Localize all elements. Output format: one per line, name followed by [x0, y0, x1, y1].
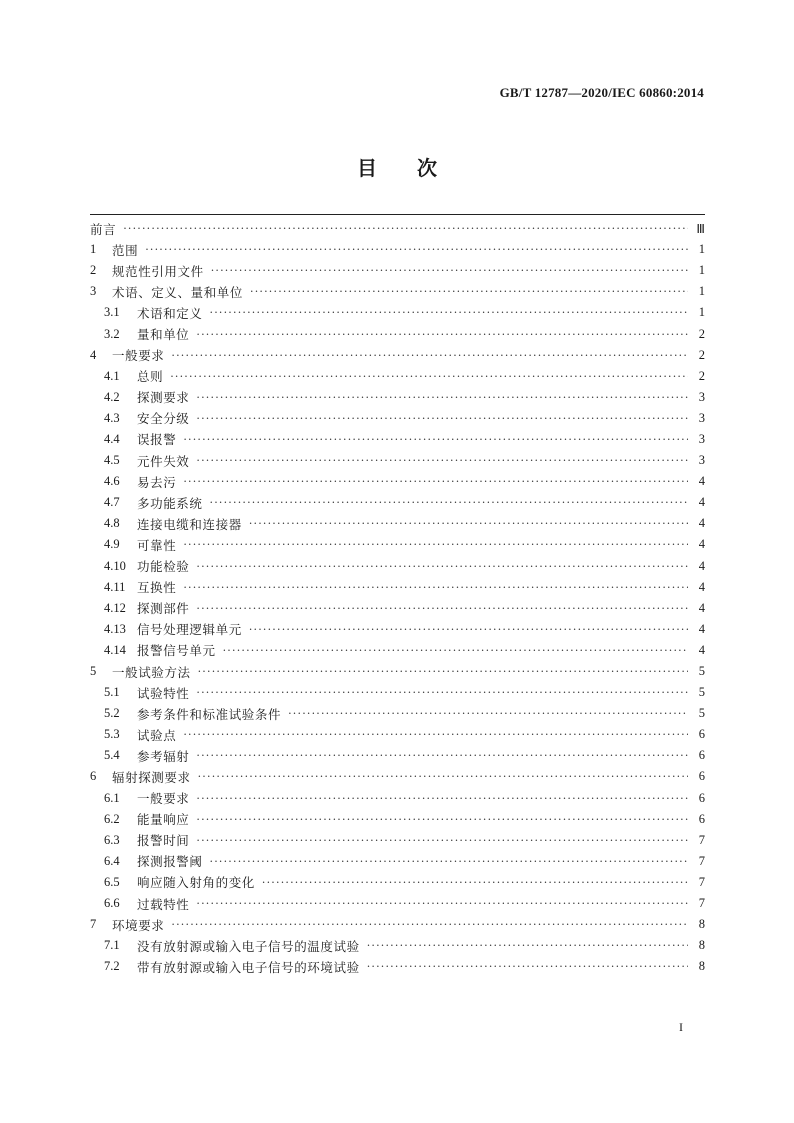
toc-entry-page: 4: [698, 558, 705, 573]
toc-entry[interactable]: [90, 956, 705, 977]
toc-entry-number: 6.4: [104, 853, 120, 868]
toc-leader-dots: [196, 560, 688, 573]
toc-entry-label: 安全分级: [137, 411, 190, 427]
toc-leader-dots: [183, 475, 688, 488]
toc-entry[interactable]: [90, 492, 705, 513]
toc-entry-page: 6: [698, 811, 705, 826]
toc-entry[interactable]: [90, 408, 705, 429]
toc-entry[interactable]: [90, 450, 705, 471]
toc-entry-label: 探测部件: [137, 601, 190, 617]
toc-entry[interactable]: [90, 661, 705, 682]
page-title: [0, 152, 794, 181]
toc-entry-page: 7: [698, 832, 705, 847]
toc-leader-dots: [223, 644, 688, 657]
toc-entry-page: 7: [698, 896, 705, 911]
toc-entry-number: 6.2: [104, 811, 120, 826]
toc-leader-dots: [183, 728, 688, 741]
toc-leader-dots: [196, 813, 688, 826]
toc-leader-dots: [196, 686, 688, 699]
toc-entry-page: 8: [698, 938, 705, 953]
toc-entry-label: 报警信号单元: [137, 643, 216, 659]
toc-entry[interactable]: [90, 513, 705, 534]
top-rule: [90, 214, 705, 215]
toc-leader-dots: [210, 855, 688, 868]
toc-entry-number: 6.5: [104, 874, 120, 889]
toc-entry-number: 4.3: [104, 410, 120, 425]
toc-entry-page: 1: [698, 242, 705, 257]
toc-entry-page: 4: [698, 600, 705, 615]
toc-entry-number: 5.4: [104, 748, 120, 763]
toc-leader-dots: [183, 538, 688, 551]
toc-entry[interactable]: [90, 703, 705, 724]
toc-entry-label: 参考条件和标准试验条件: [137, 706, 282, 722]
toc-entry-number: 6: [90, 769, 97, 784]
toc-entry-number: 4.12: [104, 600, 126, 615]
toc-entry-label: 能量响应: [137, 812, 190, 828]
toc-entry-page: 3: [698, 410, 705, 425]
toc-entry-number: 4.1: [104, 368, 120, 383]
toc-entry-page: 1: [698, 263, 705, 278]
toc-entry-number: 5.1: [104, 685, 120, 700]
toc-entry-number: 5.2: [104, 706, 120, 721]
toc-entry-page: 6: [698, 727, 705, 742]
toc-entry-number: 1: [90, 242, 97, 257]
toc-entry-label: 误报警: [137, 432, 177, 448]
toc-entry-label: 一般要求: [112, 348, 165, 364]
toc-entry[interactable]: [90, 640, 705, 661]
toc-entry-number: 7.1: [104, 938, 120, 953]
toc-entry-page: 7: [698, 853, 705, 868]
toc-entry[interactable]: [90, 851, 705, 872]
toc-entry[interactable]: [90, 745, 705, 766]
toc-entry-label: 探测要求: [137, 390, 190, 406]
toc-leader-dots: [367, 960, 688, 973]
standard-code-header: GB/T 12787—2020/IEC 60860:2014: [499, 85, 704, 100]
toc-entry[interactable]: [90, 766, 705, 787]
toc-entry-label: 试验点: [137, 727, 177, 743]
toc-entry[interactable]: [90, 239, 705, 260]
toc-entry-number: 3: [90, 284, 97, 299]
toc-leader-dots: [123, 222, 688, 235]
toc-entry-number: 7: [90, 917, 97, 932]
toc-entry-page: 4: [698, 579, 705, 594]
toc-entry-label: 可靠性: [137, 537, 177, 553]
toc-entry-page: 4: [698, 537, 705, 552]
toc-entry-page: 3: [698, 389, 705, 404]
toc-entry[interactable]: [90, 598, 705, 619]
toc-entry-label: 前言: [90, 221, 117, 237]
toc-entry-label: 范围: [112, 242, 139, 258]
toc-entry-page: Ⅲ: [696, 221, 705, 236]
toc-leader-dots: [249, 517, 688, 530]
title-char-2: 次: [417, 156, 437, 180]
toc-entry-page: 5: [698, 685, 705, 700]
toc-entry[interactable]: [90, 872, 705, 893]
toc-entry-number: 6.3: [104, 832, 120, 847]
toc-entry-page: 4: [698, 495, 705, 510]
page-number: I: [679, 1020, 683, 1034]
toc-entry-number: 2: [90, 263, 97, 278]
toc-entry-page: 5: [698, 664, 705, 679]
toc-leader-dots: [210, 496, 688, 509]
toc-entry-label: 连接电缆和连接器: [137, 516, 242, 532]
toc-entry-label: 多功能系统: [137, 495, 203, 511]
toc-entry[interactable]: [90, 809, 705, 830]
toc-entry-page: 1: [698, 305, 705, 320]
toc-entry-page: 1: [698, 284, 705, 299]
toc-entry-number: 3.1: [104, 305, 120, 320]
toc-entry-page: 6: [698, 748, 705, 763]
toc-leader-dots: [196, 834, 688, 847]
toc-leader-dots: [183, 433, 688, 446]
toc-leader-dots: [170, 370, 688, 383]
toc-entry-number: 4.9: [104, 537, 120, 552]
toc-leader-dots: [171, 918, 688, 931]
toc-entry[interactable]: [90, 682, 705, 703]
toc-leader-dots: [211, 264, 688, 277]
toc-entry-number: 5: [90, 664, 97, 679]
toc-entry-label: 信号处理逻辑单元: [137, 622, 242, 638]
toc-entry-number: 4.7: [104, 495, 120, 510]
toc-entry-number: 4.6: [104, 474, 120, 489]
toc-entry[interactable]: [90, 281, 705, 302]
toc-entry[interactable]: [90, 302, 705, 323]
toc-entry[interactable]: [90, 471, 705, 492]
toc-entry-page: 4: [698, 474, 705, 489]
toc-entry-number: 4.8: [104, 516, 120, 531]
toc-entry-number: 6.6: [104, 896, 120, 911]
toc-entry-label: 元件失效: [137, 453, 190, 469]
toc-entry-label: 术语和定义: [137, 305, 203, 321]
toc-entry-page: 6: [698, 790, 705, 805]
toc-entry-number: 4.11: [104, 579, 126, 594]
toc-entry[interactable]: [90, 893, 705, 914]
toc-entry[interactable]: [90, 534, 705, 555]
toc-entry-label: 互换性: [137, 580, 177, 596]
toc-entry[interactable]: [90, 619, 705, 640]
table-of-contents: [90, 218, 705, 977]
toc-entry-label: 环境要求: [112, 917, 165, 933]
toc-leader-dots: [196, 602, 688, 615]
toc-leader-dots: [196, 749, 688, 762]
toc-entry-label: 没有放射源或输入电子信号的温度试验: [137, 938, 360, 954]
toc-leader-dots: [250, 285, 688, 298]
toc-leader-dots: [198, 770, 688, 783]
toc-entry[interactable]: [90, 788, 705, 809]
toc-leader-dots: [196, 328, 688, 341]
toc-entry-page: 3: [698, 453, 705, 468]
toc-entry-page: 4: [698, 516, 705, 531]
toc-entry-page: 8: [698, 959, 705, 974]
toc-entry-number: 4.5: [104, 453, 120, 468]
toc-entry[interactable]: [90, 323, 705, 344]
toc-entry[interactable]: [90, 556, 705, 577]
toc-entry-label: 规范性引用文件: [112, 263, 204, 279]
toc-leader-dots: [262, 876, 688, 889]
toc-entry-number: 4.4: [104, 431, 120, 446]
toc-leader-dots: [171, 349, 688, 362]
toc-entry-number: 6.1: [104, 790, 120, 805]
toc-leader-dots: [145, 243, 688, 256]
toc-entry-page: 2: [698, 326, 705, 341]
toc-leader-dots: [196, 897, 688, 910]
toc-entry-page: 4: [698, 621, 705, 636]
toc-leader-dots: [288, 707, 688, 720]
toc-entry[interactable]: [90, 218, 705, 239]
toc-entry-label: 总则: [137, 369, 164, 385]
toc-entry-number: 7.2: [104, 959, 120, 974]
toc-entry-page: 2: [698, 347, 705, 362]
toc-entry-number: 3.2: [104, 326, 120, 341]
toc-entry[interactable]: [90, 935, 705, 956]
toc-leader-dots: [196, 454, 688, 467]
toc-leader-dots: [367, 939, 688, 952]
toc-entry-label: 术语、定义、量和单位: [112, 284, 244, 300]
title-char-1: 目: [357, 156, 377, 180]
toc-leader-dots: [183, 581, 688, 594]
toc-entry[interactable]: [90, 429, 705, 450]
toc-leader-dots: [196, 412, 688, 425]
toc-entry-number: 4.2: [104, 389, 120, 404]
toc-entry-page: 4: [698, 642, 705, 657]
toc-entry[interactable]: [90, 345, 705, 366]
toc-entry-page: 7: [698, 874, 705, 889]
toc-entry-number: 4: [90, 347, 97, 362]
toc-entry[interactable]: [90, 577, 705, 598]
toc-entry-label: 一般要求: [137, 791, 190, 807]
toc-entry[interactable]: [90, 830, 705, 851]
toc-leader-dots: [196, 391, 688, 404]
toc-entry-label: 一般试验方法: [112, 664, 191, 680]
toc-entry-page: 5: [698, 706, 705, 721]
toc-entry[interactable]: [90, 724, 705, 745]
toc-entry[interactable]: [90, 366, 705, 387]
toc-entry[interactable]: [90, 387, 705, 408]
toc-entry-page: 2: [698, 368, 705, 383]
toc-entry-page: 3: [698, 431, 705, 446]
toc-leader-dots: [249, 623, 688, 636]
toc-entry-label: 易去污: [137, 474, 177, 490]
toc-entry-number: 5.3: [104, 727, 120, 742]
toc-entry-label: 带有放射源或输入电子信号的环境试验: [137, 959, 360, 975]
toc-entry-number: 4.10: [104, 558, 126, 573]
toc-entry-label: 参考辐射: [137, 748, 190, 764]
toc-entry-label: 功能检验: [137, 559, 190, 575]
toc-entry-label: 响应随入射角的变化: [137, 875, 255, 891]
toc-entry-page: 6: [698, 769, 705, 784]
toc-leader-dots: [196, 792, 688, 805]
toc-entry-label: 试验特性: [137, 685, 190, 701]
toc-leader-dots: [198, 665, 688, 678]
toc-entry-label: 辐射探测要求: [112, 769, 191, 785]
toc-entry-number: 4.13: [104, 621, 126, 636]
toc-entry-page: 8: [698, 917, 705, 932]
toc-entry-label: 过载特性: [137, 896, 190, 912]
toc-entry-label: 探测报警阈: [137, 854, 203, 870]
toc-entry-number: 4.14: [104, 642, 126, 657]
toc-entry-label: 报警时间: [137, 833, 190, 849]
toc-entry-label: 量和单位: [137, 327, 190, 343]
toc-entry[interactable]: [90, 260, 705, 281]
toc-leader-dots: [210, 306, 688, 319]
toc-entry[interactable]: [90, 914, 705, 935]
